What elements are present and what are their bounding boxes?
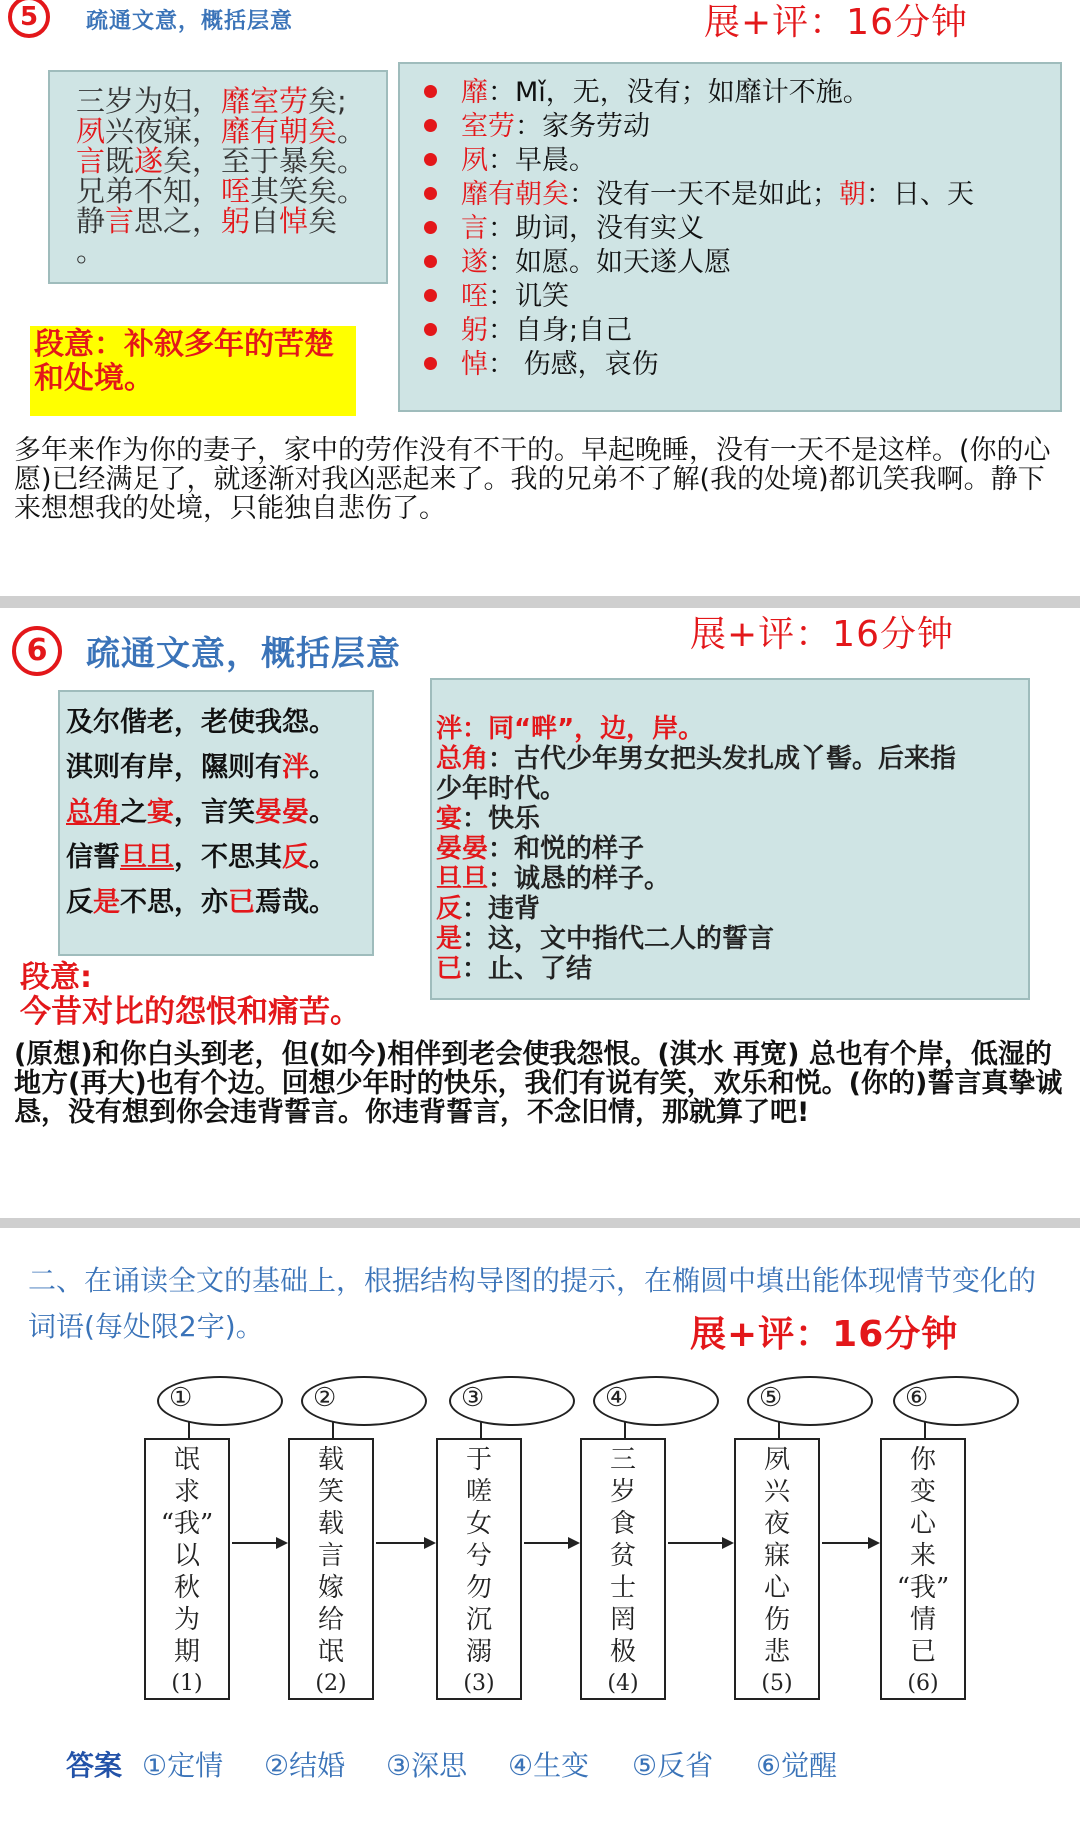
answer-label: 答案 bbox=[66, 1749, 123, 1782]
plot-box-char: “我” bbox=[160, 1509, 214, 1539]
arrow-head-icon bbox=[722, 1537, 734, 1549]
note-item: 悼： 伤感，哀伤 bbox=[424, 348, 974, 382]
bullet-icon bbox=[424, 85, 437, 98]
section-divider bbox=[0, 1218, 1080, 1228]
section5-summary-text: 段意：补叙多年的苦楚和处境。 bbox=[34, 327, 334, 396]
poem-line: 及尔偕老，老使我怨。 bbox=[66, 707, 336, 738]
plot-box-number: (3) bbox=[463, 1671, 495, 1696]
note-item: 躬：自身;自己 bbox=[424, 314, 974, 348]
section6-number-badge: 6 bbox=[12, 626, 62, 676]
section5-notes bbox=[424, 76, 974, 382]
oval-connector bbox=[924, 1422, 926, 1438]
oval-number: ① bbox=[169, 1383, 193, 1413]
plot-box-char: 心 bbox=[763, 1573, 790, 1603]
arrow-head-icon bbox=[868, 1537, 880, 1549]
section6-title: 疏通文意，概括层意 bbox=[86, 634, 401, 674]
section5-poem bbox=[76, 86, 366, 266]
plot-oval bbox=[747, 1376, 873, 1426]
poem-line: 。 bbox=[76, 234, 106, 268]
note-line: 已：止、了结 bbox=[436, 954, 593, 984]
note-item: 靡有朝矣：没有一天不是如此；朝：日、天 bbox=[424, 178, 974, 212]
plot-oval bbox=[593, 1376, 719, 1426]
section5-translation: 多年来作为你的妻子，家中的劳作没有不干的。早起晚睡，没有一天不是这样。(你的心愿)已经满足了，就逐渐对我凶恶起来了。我的兄弟不了解(我的处境)都讥笑我啊。静下来想想我的处境，只能独自悲伤了。 bbox=[14, 435, 1051, 524]
bullet-icon bbox=[424, 323, 437, 336]
poem-line: 总角之宴，言笑晏晏。 bbox=[66, 797, 336, 828]
note-line: 旦旦：诚恳的样子。 bbox=[436, 864, 671, 894]
plot-box-char: 极 bbox=[609, 1637, 636, 1667]
note-line: 反：违背 bbox=[436, 894, 541, 924]
flow-arrow bbox=[232, 1542, 276, 1544]
section6-notes bbox=[436, 714, 956, 984]
plot-box-char: 载 bbox=[317, 1445, 344, 1475]
bullet-icon bbox=[424, 119, 437, 132]
plot-box-char: 沉 bbox=[465, 1605, 492, 1635]
plot-box bbox=[880, 1438, 966, 1700]
oval-connector bbox=[332, 1422, 334, 1438]
section5-poem-panel bbox=[48, 70, 388, 284]
poem-line: 言既遂矣，至于暴矣。 bbox=[76, 144, 367, 178]
section6-summary-text: 今昔对比的怨恨和痛苦。 bbox=[20, 994, 361, 1030]
note-line: 是：这，文中指代二人的誓言 bbox=[436, 924, 775, 954]
plot-box-char: 夙 bbox=[763, 1445, 790, 1475]
plot-box-char: 伤 bbox=[763, 1605, 790, 1635]
oval-connector bbox=[480, 1422, 482, 1438]
bullet-icon bbox=[424, 357, 437, 370]
section6-poem bbox=[66, 700, 336, 925]
plot-box-char: 你 bbox=[909, 1445, 936, 1475]
arrow-head-icon bbox=[276, 1537, 288, 1549]
plot-oval bbox=[893, 1376, 1019, 1426]
plot-box-char: 嫁 bbox=[317, 1573, 344, 1603]
plot-oval bbox=[301, 1376, 427, 1426]
oval-number: ⑥ bbox=[905, 1383, 929, 1413]
plot-box-char: 女 bbox=[465, 1509, 492, 1539]
note-line: 少年时代。 bbox=[436, 774, 567, 804]
flow-arrow bbox=[822, 1542, 868, 1544]
plot-box-char: 贫 bbox=[609, 1541, 636, 1571]
answer-item: ④生变 bbox=[508, 1749, 590, 1782]
plot-box-char: 兮 bbox=[465, 1541, 492, 1571]
section5-title: 疏通文意，概括层意 bbox=[86, 9, 294, 34]
plot-oval bbox=[449, 1376, 575, 1426]
poem-line: 淇则有岸，隰则有泮。 bbox=[66, 752, 336, 783]
note-item: 咥：讥笑 bbox=[424, 280, 974, 314]
section6-timer: 展+评：16分钟 bbox=[690, 614, 954, 655]
plot-box-char: 求 bbox=[173, 1477, 200, 1507]
section6-summary-label: 段意: bbox=[20, 960, 92, 995]
plot-box-char: 氓 bbox=[173, 1445, 200, 1475]
note-item: 室劳：家务劳动 bbox=[424, 110, 974, 144]
answer-item: ③深思 bbox=[386, 1749, 468, 1782]
plot-box-number: (5) bbox=[761, 1671, 793, 1696]
section6-poem-panel bbox=[58, 690, 374, 956]
note-item: 遂：如愿。如天遂人愿 bbox=[424, 246, 974, 280]
section5-notes-panel bbox=[398, 62, 1062, 412]
plot-box-char: 嗟 bbox=[465, 1477, 492, 1507]
plot-box-char: 三 bbox=[609, 1445, 636, 1475]
plot-box bbox=[144, 1438, 230, 1700]
plot-box-char: 食 bbox=[609, 1509, 636, 1539]
answer-item: ⑤反省 bbox=[632, 1749, 714, 1782]
plot-box-char: 情 bbox=[909, 1605, 936, 1635]
plot-box-number: (4) bbox=[607, 1671, 639, 1696]
plot-box-char: 悲 bbox=[763, 1637, 790, 1667]
poem-line: 兄弟不知，咥其笑矣。 bbox=[76, 174, 367, 208]
plot-box-char: “我” bbox=[896, 1573, 950, 1603]
plot-box-char: 以 bbox=[173, 1541, 200, 1571]
section6-translation: (原想)和你白头到老，但(如今)相伴到老会使我怨恨。(淇水 再宽) 总也有个岸，低湿的地方(再大)也有个边。回想少年时的快乐，我们有说有笑，欢乐和悦。(你的)誓言真挚诚恳，没有想到你会违背誓言。你违背誓言，不念旧情，那就算了吧! bbox=[14, 1039, 1063, 1128]
plot-box-char: 罔 bbox=[609, 1605, 636, 1635]
plot-box-char: 言 bbox=[317, 1541, 344, 1571]
plot-box-char: 笑 bbox=[317, 1477, 344, 1507]
bullet-icon bbox=[424, 255, 437, 268]
flow-arrow bbox=[376, 1542, 424, 1544]
plot-box-char: 于 bbox=[465, 1445, 492, 1475]
section5-number-badge: 5 bbox=[8, 0, 50, 38]
plot-box-char: 溺 bbox=[465, 1637, 492, 1667]
answer-item: ②结婚 bbox=[264, 1749, 346, 1782]
arrow-head-icon bbox=[568, 1537, 580, 1549]
oval-number: ③ bbox=[461, 1383, 485, 1413]
plot-box-char: 勿 bbox=[465, 1573, 492, 1603]
note-item: 靡：Mǐ，无，没有；如靡计不施。 bbox=[424, 76, 974, 110]
plot-oval bbox=[157, 1376, 283, 1426]
bullet-icon bbox=[424, 221, 437, 234]
oval-number: ⑤ bbox=[759, 1383, 783, 1413]
poem-line: 反是不思，亦已焉哉。 bbox=[66, 887, 336, 918]
section5-summary bbox=[30, 326, 356, 416]
plot-box-char: 载 bbox=[317, 1509, 344, 1539]
poem-line: 夙兴夜寐，靡有朝矣。 bbox=[76, 114, 367, 148]
plot-box-char: 心 bbox=[909, 1509, 936, 1539]
oval-number: ② bbox=[313, 1383, 337, 1413]
plot-box-char: 来 bbox=[909, 1541, 936, 1571]
plot-box bbox=[580, 1438, 666, 1700]
section5-timer: 展+评：16分钟 bbox=[704, 2, 968, 43]
poem-line: 三岁为妇，靡室劳矣; bbox=[76, 84, 347, 118]
flow-arrow bbox=[524, 1542, 568, 1544]
bullet-icon bbox=[424, 153, 437, 166]
plot-box-char: 岁 bbox=[609, 1477, 636, 1507]
question-2-text: 二、在诵读全文的基础上，根据结构导图的提示，在椭圆中填出能体现情节变化的词语(每处限2字)。 bbox=[28, 1264, 1037, 1343]
plot-box-char: 士 bbox=[609, 1573, 636, 1603]
poem-line: 静言思之，躬自悼矣 bbox=[76, 204, 338, 238]
plot-box-char: 兴 bbox=[763, 1477, 790, 1507]
arrow-head-icon bbox=[424, 1537, 436, 1549]
plot-box-char: 夜 bbox=[763, 1509, 790, 1539]
section6-notes-panel bbox=[430, 678, 1030, 1000]
oval-connector bbox=[778, 1422, 780, 1438]
bullet-icon bbox=[424, 289, 437, 302]
plot-box-char: 秋 bbox=[173, 1573, 200, 1603]
plot-box-char: 已 bbox=[909, 1637, 936, 1667]
plot-box-number: (1) bbox=[171, 1671, 203, 1696]
oval-connector bbox=[188, 1422, 190, 1438]
question-2-timer: 展+评：16分钟 bbox=[690, 1314, 959, 1355]
note-line: 泮：同“畔”，边，岸。 bbox=[436, 714, 705, 744]
note-line: 宴：快乐 bbox=[436, 804, 541, 834]
plot-box bbox=[734, 1438, 820, 1700]
oval-connector bbox=[624, 1422, 626, 1438]
note-item: 夙：早晨。 bbox=[424, 144, 974, 178]
plot-box-number: (2) bbox=[315, 1671, 347, 1696]
plot-box-number: (6) bbox=[907, 1671, 939, 1696]
oval-number: ④ bbox=[605, 1383, 629, 1413]
flow-arrow bbox=[668, 1542, 722, 1544]
plot-box bbox=[436, 1438, 522, 1700]
plot-box-char: 给 bbox=[317, 1605, 344, 1635]
plot-box-char: 氓 bbox=[317, 1637, 344, 1667]
note-line: 晏晏：和悦的样子 bbox=[436, 834, 645, 864]
plot-box-char: 期 bbox=[173, 1637, 200, 1667]
answer-item: ⑥觉醒 bbox=[756, 1749, 838, 1782]
poem-line: 信誓旦旦，不思其反。 bbox=[66, 842, 336, 873]
plot-box bbox=[288, 1438, 374, 1700]
plot-box-char: 为 bbox=[173, 1605, 200, 1635]
plot-box-char: 变 bbox=[909, 1477, 936, 1507]
note-item: 言：助词，没有实义 bbox=[424, 212, 974, 246]
plot-box-char: 寐 bbox=[763, 1541, 790, 1571]
bullet-icon bbox=[424, 187, 437, 200]
answer-item: ①定情 bbox=[142, 1749, 224, 1782]
note-line: 总角：古代少年男女把头发扎成丫髻。后来指 bbox=[436, 744, 957, 774]
